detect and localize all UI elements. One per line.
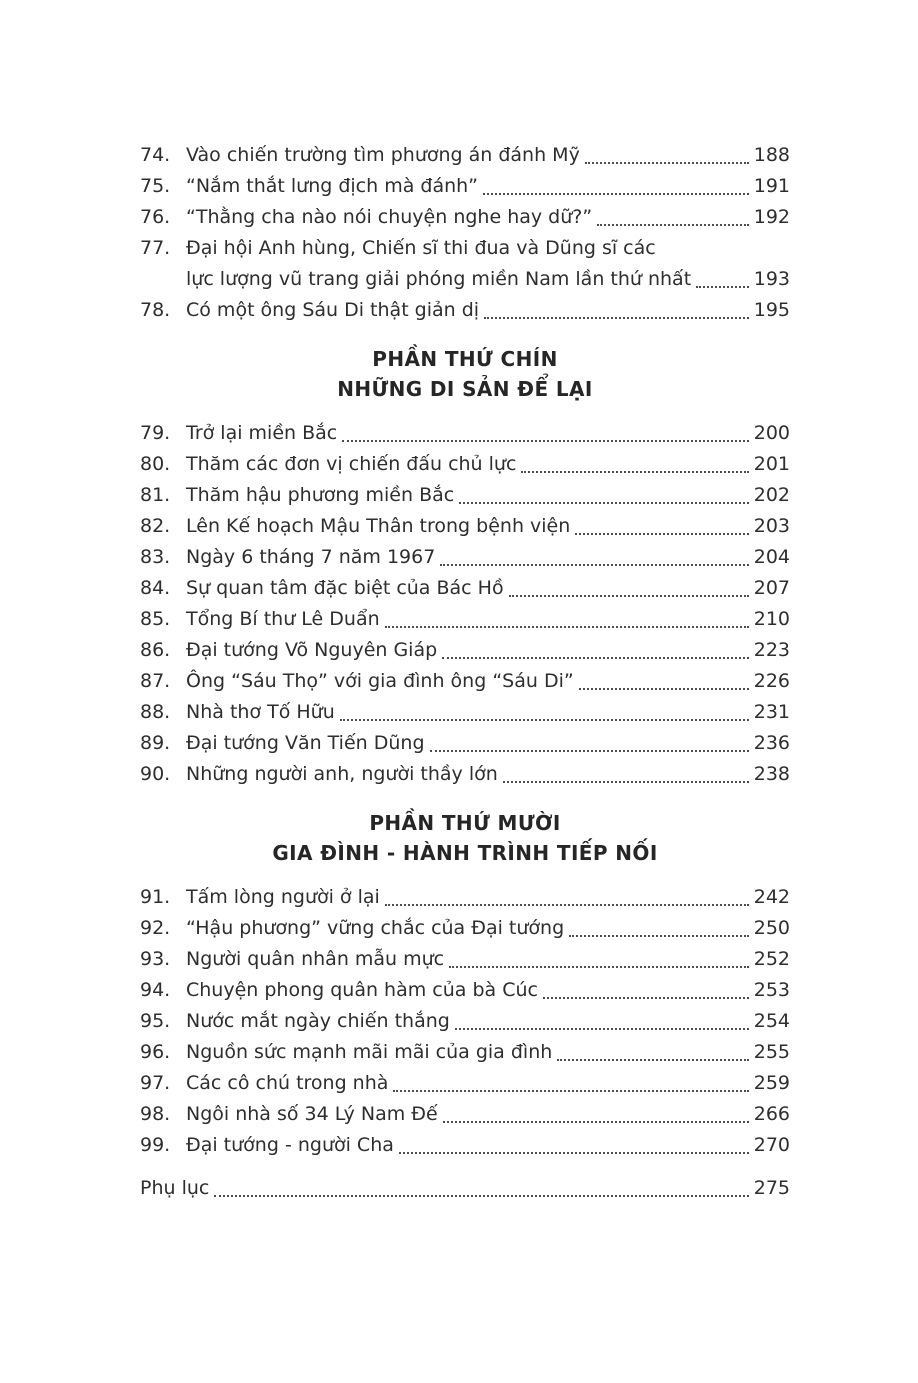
dot-leader (509, 595, 749, 597)
entry-page-number: 253 (753, 979, 790, 1001)
entry-title: Lên Kế hoạch Mậu Thân trong bệnh viện (186, 515, 571, 537)
entry-line (186, 449, 790, 480)
entry-body (186, 944, 790, 975)
entry-title: “Hậu phương” vững chắc của Đại tướng (186, 917, 565, 939)
entry-title: Thăm hậu phương miền Bắc (186, 484, 455, 506)
entry-number: 85. (140, 608, 171, 630)
entry-number: 86. (140, 639, 171, 661)
entry-line (186, 728, 790, 759)
toc-entry (140, 604, 790, 635)
toc-entry (140, 913, 790, 944)
entry-number: 89. (140, 732, 171, 754)
entry-line (186, 944, 790, 975)
toc-entry (140, 171, 790, 202)
dot-leader (696, 286, 749, 288)
entry-line (186, 480, 790, 511)
entry-page-number: 210 (753, 608, 790, 630)
entry-number: 91. (140, 886, 171, 908)
entry-title: Các cô chú trong nhà (186, 1072, 389, 1094)
entry-page-number: 188 (753, 144, 790, 166)
entry-body (186, 171, 790, 202)
entry-body (186, 542, 790, 573)
entry-line (186, 233, 790, 264)
toc-entry (140, 202, 790, 233)
entry-line (186, 1099, 790, 1130)
toc-entry (140, 975, 790, 1006)
entry-title: lực lượng vũ trang giải phóng miền Nam lần thứ nhất (186, 268, 692, 290)
entry-line (186, 171, 790, 202)
entry-number: 92. (140, 917, 171, 939)
entry-page-number: 223 (753, 639, 790, 661)
entry-body (186, 449, 790, 480)
entry-body (186, 233, 790, 295)
toc-entry (140, 511, 790, 542)
dot-leader (449, 966, 749, 968)
toc-entry (140, 449, 790, 480)
entry-page-number: 191 (753, 175, 790, 197)
toc (140, 140, 790, 1204)
entry-title: Vào chiến trường tìm phương án đánh Mỹ (186, 144, 580, 166)
entry-title: Chuyện phong quân hàm của bà Cúc (186, 979, 538, 1001)
entry-number: 95. (140, 1010, 171, 1032)
entry-body (186, 480, 790, 511)
dot-leader (214, 1195, 748, 1197)
entry-number: 84. (140, 577, 171, 599)
entry-page-number: 203 (753, 515, 790, 537)
entry-title: Ngôi nhà số 34 Lý Nam Đế (186, 1103, 438, 1125)
section-header (140, 808, 790, 868)
entry-line (186, 1037, 790, 1068)
entry-title: “Thằng cha nào nói chuyện nghe hay dữ?” (186, 206, 593, 228)
dot-leader (340, 719, 749, 721)
entry-body (186, 1037, 790, 1068)
entry-page-number: 255 (753, 1041, 790, 1063)
dot-leader (430, 750, 749, 752)
entry-title: Tổng Bí thư Lê Duẩn (186, 608, 380, 630)
toc-entry (140, 480, 790, 511)
toc-entry (140, 233, 790, 295)
entry-title: Ngày 6 tháng 7 năm 1967 (186, 546, 436, 568)
entry-title: Nhà thơ Tố Hữu (186, 701, 335, 723)
dot-leader (459, 502, 749, 504)
entry-title: Phụ lục (140, 1177, 210, 1199)
entry-body (186, 1130, 790, 1161)
toc-entry (140, 1099, 790, 1130)
dot-leader (393, 1090, 748, 1092)
entry-page-number: 200 (753, 422, 790, 444)
entry-number: 90. (140, 763, 171, 785)
entry-line (186, 975, 790, 1006)
entry-line (186, 573, 790, 604)
dot-leader (575, 533, 748, 535)
entry-number: 76. (140, 206, 171, 228)
entry-body (140, 1173, 790, 1204)
entry-body (186, 975, 790, 1006)
entry-body (186, 635, 790, 666)
entry-number: 78. (140, 299, 171, 321)
entry-number: 75. (140, 175, 171, 197)
entry-title: Đại tướng Võ Nguyên Giáp (186, 639, 438, 661)
dot-leader (569, 935, 749, 937)
toc-entry (140, 697, 790, 728)
dot-leader (455, 1028, 749, 1030)
entry-number: 83. (140, 546, 171, 568)
dot-leader (503, 781, 749, 783)
entry-title: Đại tướng Văn Tiến Dũng (186, 732, 425, 754)
section-header-line: NHỮNG DI SẢN ĐỂ LẠI (337, 377, 593, 401)
section-header (140, 344, 790, 404)
entry-page-number: 270 (753, 1134, 790, 1156)
dot-leader (585, 162, 749, 164)
entry-line (186, 140, 790, 171)
entry-line (186, 418, 790, 449)
dot-leader (484, 317, 749, 319)
toc-entry (140, 728, 790, 759)
dot-leader (440, 564, 748, 566)
toc-entry (140, 759, 790, 790)
entry-title: Thăm các đơn vị chiến đấu chủ lực (186, 453, 517, 475)
toc-entry (140, 882, 790, 913)
dot-leader (483, 193, 749, 195)
entry-line (186, 511, 790, 542)
entry-number: 74. (140, 144, 171, 166)
entry-title: Nước mắt ngày chiến thắng (186, 1010, 450, 1032)
toc-entry (140, 635, 790, 666)
entry-page-number: 207 (753, 577, 790, 599)
entry-body (186, 666, 790, 697)
entry-number: 99. (140, 1134, 171, 1156)
entry-number: 97. (140, 1072, 171, 1094)
entry-page-number: 193 (753, 268, 790, 290)
dot-leader (385, 904, 749, 906)
entry-body (186, 418, 790, 449)
entry-title: Những người anh, người thầy lớn (186, 763, 498, 785)
entry-body (186, 1099, 790, 1130)
entry-page-number: 192 (753, 206, 790, 228)
dot-leader (557, 1059, 748, 1061)
toc-entry (140, 944, 790, 975)
entry-body (186, 604, 790, 635)
dot-leader (399, 1152, 749, 1154)
entry-body (186, 882, 790, 913)
entry-page-number: 238 (753, 763, 790, 785)
entry-line (186, 264, 790, 295)
entry-number: 87. (140, 670, 171, 692)
entry-title: Sự quan tâm đặc biệt của Bác Hồ (186, 577, 504, 599)
section-header-line: GIA ĐÌNH - HÀNH TRÌNH TIẾP NỐI (272, 841, 658, 865)
dot-leader (521, 471, 748, 473)
entry-number: 98. (140, 1103, 171, 1125)
entry-body (186, 728, 790, 759)
entry-line (186, 604, 790, 635)
entry-page-number: 266 (753, 1103, 790, 1125)
toc-entry (140, 1037, 790, 1068)
entry-title: Đại hội Anh hùng, Chiến sĩ thi đua và Dũng sĩ các (186, 237, 656, 259)
entry-number: 96. (140, 1041, 171, 1063)
entry-number: 94. (140, 979, 171, 1001)
entry-body (186, 759, 790, 790)
entry-body (186, 697, 790, 728)
toc-entry (140, 295, 790, 326)
entry-page-number: 254 (753, 1010, 790, 1032)
entry-line (186, 882, 790, 913)
entry-page-number: 242 (753, 886, 790, 908)
dot-leader (543, 997, 749, 999)
toc-entry (140, 542, 790, 573)
entry-title: Ông “Sáu Thọ” với gia đình ông “Sáu Di” (186, 670, 574, 692)
entry-page-number: 201 (753, 453, 790, 475)
toc-entry (140, 1068, 790, 1099)
dot-leader (597, 224, 749, 226)
entry-line (186, 542, 790, 573)
entry-line (186, 295, 790, 326)
entry-line (140, 1173, 790, 1204)
entry-line (186, 697, 790, 728)
section-header-line: PHẦN THỨ CHÍN (372, 347, 558, 371)
entry-page-number: 275 (753, 1177, 790, 1199)
entry-line (186, 635, 790, 666)
entry-number: 82. (140, 515, 171, 537)
entry-page-number: 250 (753, 917, 790, 939)
dot-leader (442, 657, 749, 659)
section-header-line: PHẦN THỨ MƯỜI (369, 811, 561, 835)
entry-page-number: 252 (753, 948, 790, 970)
entry-line (186, 1006, 790, 1037)
toc-entry (140, 140, 790, 171)
entry-line (186, 913, 790, 944)
entry-body (186, 295, 790, 326)
entry-title: Người quân nhân mẫu mực (186, 948, 445, 970)
entry-title: Có một ông Sáu Di thật giản dị (186, 299, 480, 321)
dot-leader (443, 1121, 749, 1123)
entry-body (186, 573, 790, 604)
entry-title: Nguồn sức mạnh mãi mãi của gia đình (186, 1041, 553, 1063)
entry-body (186, 1006, 790, 1037)
entry-page-number: 195 (753, 299, 790, 321)
entry-page-number: 231 (753, 701, 790, 723)
entry-page-number: 236 (753, 732, 790, 754)
dot-leader (579, 688, 749, 690)
toc-entry (140, 1130, 790, 1161)
entry-line (186, 1130, 790, 1161)
entry-line (186, 666, 790, 697)
entry-number: 81. (140, 484, 171, 506)
entry-body (186, 140, 790, 171)
entry-title: Trở lại miền Bắc (186, 422, 338, 444)
toc-entry (140, 666, 790, 697)
entry-number: 88. (140, 701, 171, 723)
entry-page-number: 226 (753, 670, 790, 692)
dot-leader (342, 440, 749, 442)
entry-page-number: 202 (753, 484, 790, 506)
entry-body (186, 202, 790, 233)
entry-body (186, 1068, 790, 1099)
entry-title: “Nắm thắt lưng địch mà đánh” (186, 175, 479, 197)
entry-number: 79. (140, 422, 171, 444)
entry-number: 77. (140, 237, 171, 259)
entry-body (186, 511, 790, 542)
entry-line (186, 759, 790, 790)
entry-body (186, 913, 790, 944)
entry-line (186, 1068, 790, 1099)
toc-entry (140, 1173, 790, 1204)
toc-entry (140, 573, 790, 604)
entry-number: 93. (140, 948, 171, 970)
entry-page-number: 204 (753, 546, 790, 568)
toc-entry (140, 1006, 790, 1037)
entry-number: 80. (140, 453, 171, 475)
entry-line (186, 202, 790, 233)
entry-title: Đại tướng - người Cha (186, 1134, 394, 1156)
entry-title: Tấm lòng người ở lại (186, 886, 380, 908)
dot-leader (385, 626, 749, 628)
entry-page-number: 259 (753, 1072, 790, 1094)
toc-entry (140, 418, 790, 449)
